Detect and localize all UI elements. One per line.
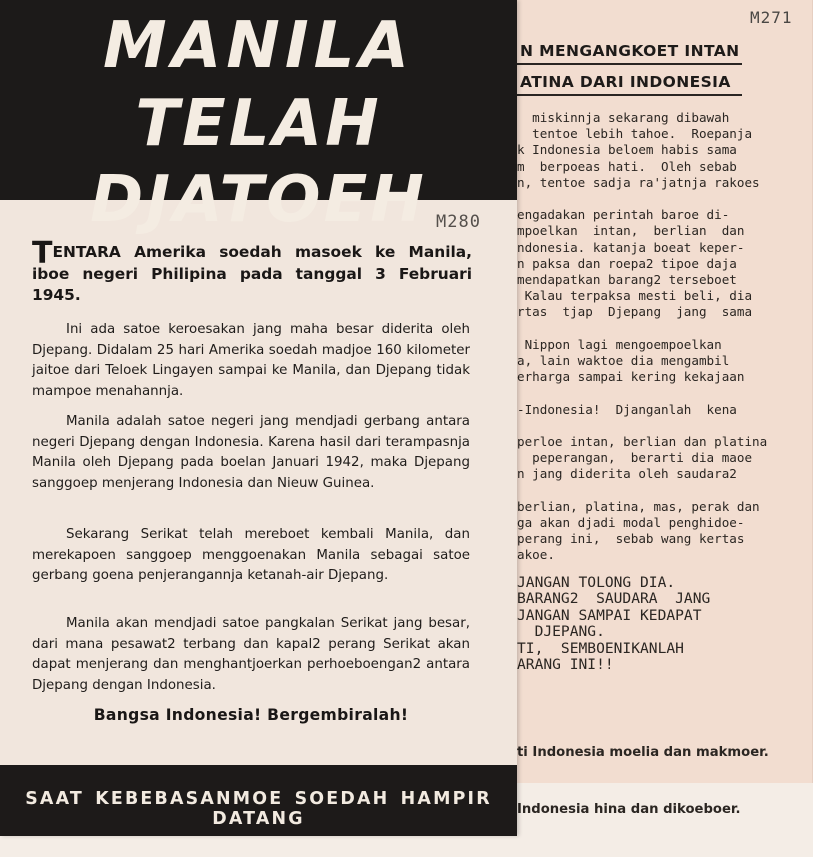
back-body-line: ga akan djadi modal penghidoe-	[517, 515, 745, 531]
back-caps-line: DJEPANG.	[517, 623, 605, 641]
back-footer-line-1: ti Indonesia moelia dan makmoer.	[517, 745, 769, 760]
paragraph-2: Manila adalah satoe negeri jang mendjadi gerbang antara negeri Djepang dengan Indonesia. Karena hasil dari terampasnja Manila oleh Djepang pada boelan Januari 1942, maka Djepang sanggoep menjerang Indonesia dan Nieuw Guinea.	[32, 414, 470, 491]
back-body-line: akoe.	[517, 547, 555, 563]
back-body-line: berlian, platina, mas, perak dan	[517, 498, 760, 514]
back-heading-line-2: ATINA DARI INDONESIA	[520, 73, 731, 91]
back-body-line	[517, 418, 777, 434]
back-body-line: Nippon lagi mengoempoelkan	[517, 336, 722, 352]
back-body-line: n paksa dan roepa2 tipoe daja	[517, 255, 737, 271]
back-body-line	[517, 191, 777, 207]
back-body-line: n, tentoe sadja ra'jatnja rakoes	[517, 174, 760, 190]
back-caps-line: TI, SEMBOENIKANLAH	[517, 639, 684, 657]
back-footer-text	[517, 705, 797, 857]
archive-code-front: M280	[436, 212, 481, 232]
paragraph-4: Manila akan mendjadi satoe pangkalan Serikat jang besar, dari mana pesawat2 terbang dan kapal2 perang Serikat akan dapat menjerang dan menghantjoerkan perhoeboengan2 antara Djepang dengan Indonesia.	[32, 616, 470, 693]
back-caps-line: JANGAN SAMPAI KEDAPAT	[517, 606, 702, 624]
back-caps-line: JANGAN TOLONG DIA.	[517, 574, 676, 591]
heading-rule-top	[516, 63, 742, 65]
back-leaflet	[500, 0, 813, 817]
back-body-line: peperangan, berarti dia maoe	[517, 450, 753, 466]
headline-line-1: MANILA	[103, 9, 414, 83]
back-caps-line: ARANG INI!!	[517, 656, 614, 674]
back-body-line: ndonesia. katanja boeat keper-	[517, 239, 745, 255]
back-body-line	[517, 385, 777, 401]
back-body-line: engadakan perintah baroe di-	[517, 207, 730, 223]
back-body-line	[517, 483, 777, 499]
lead-text: ENTARA Amerika soedah masoek ke Manila, iboe negeri Philipina pada tanggal 3 Februari 1945.	[32, 243, 472, 304]
back-footer-line-2: Indonesia hina dan dikoeboer.	[517, 802, 741, 817]
back-body-line: miskinnja sekarang dibawah	[517, 110, 730, 125]
back-body-line: tentoe lebih tahoe. Roepanja	[517, 126, 753, 142]
heading-rule-bottom	[516, 94, 742, 96]
headline-line-2: TELAH DJATOEH	[90, 87, 427, 237]
back-body-line: mpoelkan intan, berlian dan	[517, 223, 745, 239]
back-body-line: perang ini, sebab wang kertas	[517, 531, 745, 547]
back-heading	[520, 38, 745, 95]
back-body-text	[517, 110, 777, 564]
archive-code-back: M271	[750, 8, 793, 27]
back-body-line: k Indonesia beloem habis sama	[517, 142, 737, 158]
paragraph-3: Sekarang Serikat telah mereboet kembali Manila, dan merekapoen sanggoep menggoenakan Manila sebagai satoe gerbang goena penjerangannja ketanah-air Djepang.	[32, 527, 470, 584]
back-body-line: -Indonesia! Djanganlah kena	[517, 401, 737, 417]
back-body-line: a, lain waktoe dia mengambil	[517, 353, 730, 369]
closing-exclamation: Bangsa Indonesia! Bergembiralah!	[93, 706, 409, 724]
footer-slogan: SAAT KEBEBASANMOE SOEDAH HAMPIR DATANG	[25, 789, 492, 829]
back-body-line: mendapatkan barang2 terseboet	[517, 272, 737, 288]
back-body-line: rtas tjap Djepang jang sama	[517, 304, 753, 320]
back-body-line: erharga sampai kering kekajaan	[517, 369, 745, 385]
back-body-line: n jang diderita oleh saudara2	[517, 466, 737, 482]
paragraph-1: Ini ada satoe keroesakan jang maha besar diderita oleh Djepang. Didalam 25 hari Amerika soedah madjoe 160 kilometer jaitoe dari Teloek Lingayen sampai ke Manila, dan Djepang tidak mampoe menahannja.	[32, 322, 470, 399]
lead-paragraph	[32, 236, 472, 305]
back-caps-text	[517, 575, 797, 673]
back-caps-line: BARANG2 SAUDARA JANG	[517, 590, 711, 608]
back-heading-line-1: N MENGANGKOET INTAN	[520, 42, 740, 60]
back-body-line	[517, 321, 777, 337]
back-body-line: perloe intan, berlian dan platina	[517, 434, 768, 450]
drop-cap: T	[32, 236, 53, 271]
back-body-line: m berpoeas hati. Oleh sebab	[517, 158, 737, 174]
back-body-line: Kalau terpaksa mesti beli, dia	[517, 288, 753, 304]
